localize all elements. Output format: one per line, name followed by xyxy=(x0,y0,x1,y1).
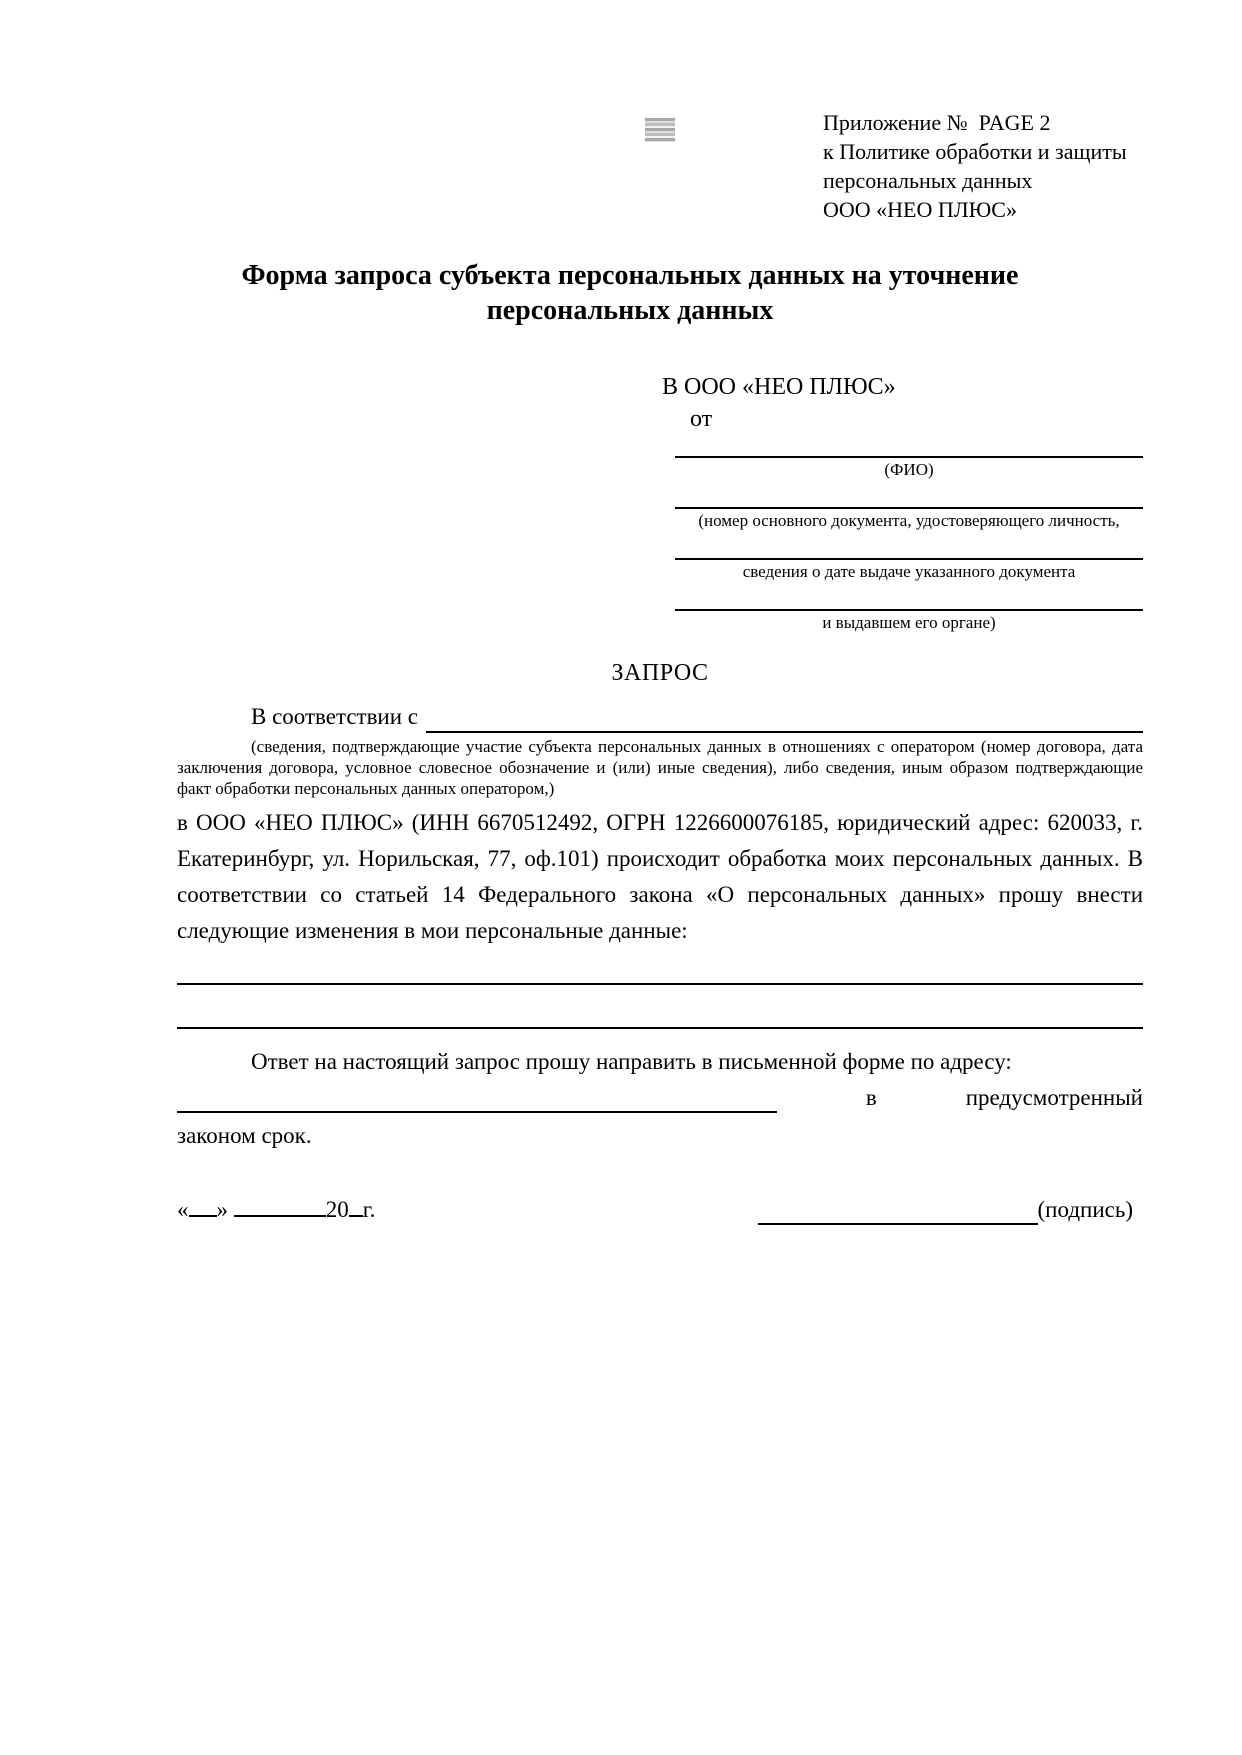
year-suffix: г. xyxy=(362,1197,376,1222)
header-note xyxy=(823,108,1143,224)
month-blank xyxy=(234,1193,326,1217)
response-word-term: предусмотренный xyxy=(965,1085,1143,1110)
image-artifact-icon xyxy=(645,118,675,142)
intro-blank-line xyxy=(426,705,1143,733)
response-instruction: Ответ на настоящий запрос прошу направить в письменной форме по адресу: xyxy=(251,1049,1012,1074)
header-note-line: ООО «НЕО ПЛЮС» xyxy=(823,197,1017,222)
addressee-from-label: от xyxy=(690,406,713,432)
fio-field-caption: (ФИО) xyxy=(675,456,1143,480)
header-note-line: к Политике обработки и защиты xyxy=(823,139,1127,164)
signature-group xyxy=(758,1195,1133,1225)
intro-footnote: (сведения, подтверждающие участие субъекта персональных данных в отношениях с оператором (номер договора, дата заключения договора, условное словесное обозначение и (или) иные сведения), либо сведения, иным образом подтверждающие факт обработки персональных данных оператором,) xyxy=(177,737,1143,798)
response-word-in: в xyxy=(865,1085,877,1110)
issue-date-field-caption: сведения о дате выдаче указанного документа xyxy=(675,558,1143,582)
quote-close: » xyxy=(216,1197,228,1222)
header-note-line: Приложение № PAGE 2 xyxy=(823,110,1051,135)
issuing-authority-field-caption: и выдавшем его органе) xyxy=(675,609,1143,633)
addressee-to: В ООО «НЕО ПЛЮС» xyxy=(662,374,896,400)
address-blank-line xyxy=(177,1087,777,1113)
addressee-block xyxy=(660,372,1143,633)
day-blank xyxy=(189,1193,217,1217)
signature-blank-line xyxy=(758,1199,1038,1225)
header-note-line: персональных данных xyxy=(823,168,1033,193)
addressee-fields xyxy=(675,456,1143,633)
date-group xyxy=(177,1193,375,1225)
response-line-end: законом срок. xyxy=(177,1123,312,1148)
request-heading: ЗАПРОС xyxy=(611,660,709,686)
request-body: в ООО «НЕО ПЛЮС» (ИНН 6670512492, ОГРН 1226600076185, юридический адрес: 620033, г. Екатеринбург, ул. Норильская, 77, оф.101) происходит обработка моих персональных данных. В соответствии со статьей 14 Федерального закона «О персональных данных» прошу внести следующие изменения в мои персональные данные: xyxy=(177,810,1143,943)
response-address-row xyxy=(177,1083,1143,1113)
page-title: Форма запроса субъекта персональных данных на уточнение персональных данных xyxy=(241,260,1019,326)
blank-fill-line xyxy=(177,985,1143,1029)
year-blank xyxy=(349,1193,363,1217)
document-number-field-caption: (номер основного документа, удостоверяющего личность, xyxy=(675,507,1143,531)
intro-line xyxy=(177,701,1143,733)
year-prefix: 20 xyxy=(325,1197,349,1222)
intro-prefix: В соответствии с xyxy=(251,704,419,729)
quote-open: « xyxy=(177,1197,189,1222)
signature-label: (подпись) xyxy=(1037,1197,1133,1222)
blank-fill-line xyxy=(177,949,1143,985)
date-signature-row xyxy=(177,1193,1143,1225)
